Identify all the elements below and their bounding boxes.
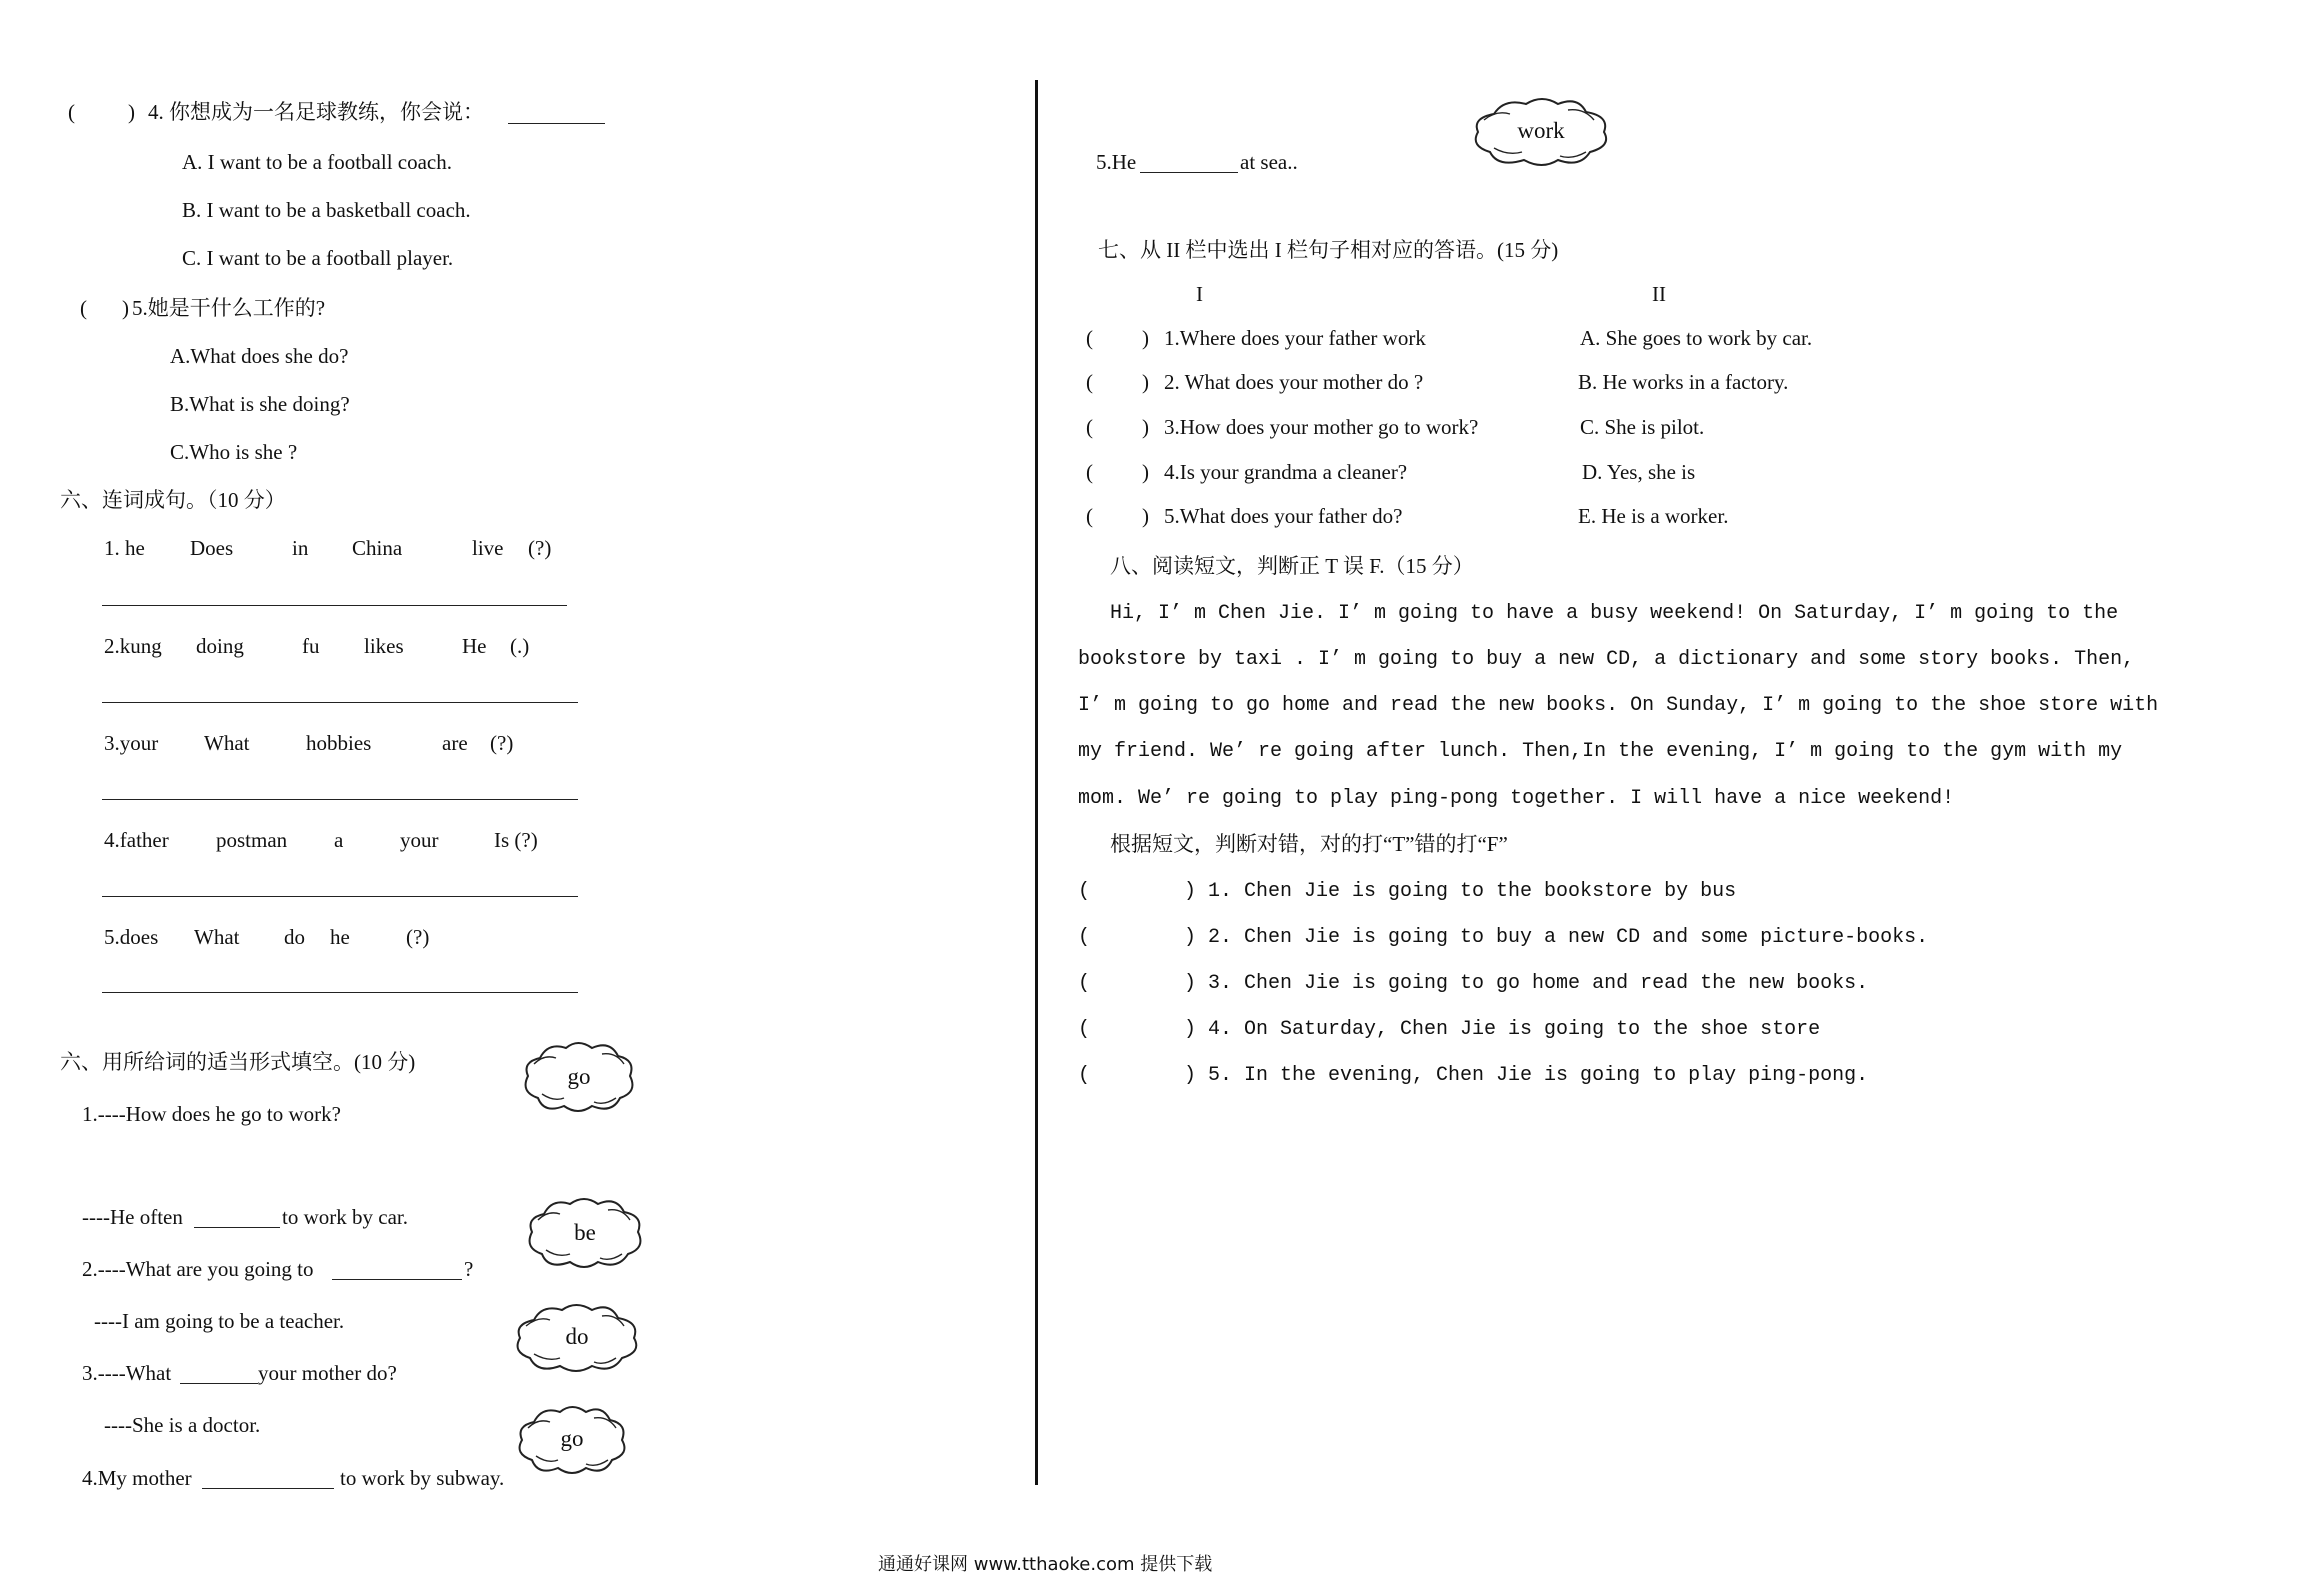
cloud-go-1 (520, 1036, 638, 1116)
answer-line (102, 702, 578, 703)
cloud-word: go (560, 1426, 584, 1451)
section7-col2-header: II (1652, 282, 1666, 306)
bracket-left: ( (1078, 1064, 1091, 1087)
bracket-right: ) (1184, 1018, 1197, 1041)
cloud-word: go (567, 1064, 591, 1089)
section7-col1-header: I (1196, 282, 1203, 306)
fill-line-6: ----She is a doctor. (104, 1413, 261, 1437)
q4-bracket-right: ) (128, 100, 135, 124)
fill-line-1: 1.----How does he go to work? (82, 1102, 341, 1126)
fill-line-7a: 4.My mother (82, 1466, 192, 1490)
work-line-a: 5.He (1096, 150, 1137, 174)
bracket-right: ) (1184, 926, 1197, 949)
tf-statement: 4. On Saturday, Chen Jie is going to the shoe store (1208, 1018, 1821, 1041)
match-question: 2. What does your mother do ? (1164, 370, 1424, 394)
q5-option-a: A.What does she do? (170, 344, 349, 368)
fill-line-3a: 2.----What are you going to (82, 1257, 314, 1281)
q5-option-b: B.What is she doing? (170, 392, 350, 416)
answer-line (102, 992, 578, 993)
section8-instruction: 根据短文，判断对错，对的打“T”错的打“F” (1110, 832, 1508, 856)
match-question: 5.What does your father do? (1164, 504, 1403, 528)
bracket-right: ) (1142, 370, 1149, 394)
column-divider (1035, 80, 1038, 1485)
bracket-right: ) (1142, 326, 1149, 350)
section6a-title: 六、连词成句。（10 分） (60, 488, 286, 512)
q5-option-c: C.Who is she ? (170, 440, 298, 464)
word: 1. he (104, 536, 145, 560)
bracket-left: ( (1078, 1018, 1091, 1041)
answer-line (102, 605, 567, 606)
section6b-title: 六、用所给词的适当形式填空。(10 分) (60, 1050, 416, 1074)
cloud-word: do (565, 1324, 589, 1349)
cloud-word: work (1517, 118, 1565, 143)
passage-line-3: I’ m going to go home and read the new books. On Sunday, I’ m going to the shoe store with (1078, 694, 2159, 717)
section8-title: 八、阅读短文，判断正 T 误 F.（15 分） (1110, 554, 1474, 578)
word: (?) (406, 925, 430, 949)
work-line-b: at sea.. (1240, 150, 1298, 174)
q4-bracket-left: ( (68, 100, 75, 124)
fill-blank-2 (332, 1279, 462, 1280)
cloud-work (1470, 92, 1612, 170)
passage-line-1: Hi, I’ m Chen Jie. I’ m going to have a busy weekend! On Saturday, I’ m going to the (1110, 602, 2119, 625)
footer-credit: 通通好课网 www.tthaoke.com 提供下载 (878, 1554, 1213, 1575)
match-answer: A. She goes to work by car. (1580, 326, 1813, 350)
fill-line-2a: ----He often (82, 1205, 183, 1229)
word: 2.kung (104, 634, 162, 658)
section7-title: 七、从 II 栏中选出 I 栏句子相对应的答语。(15 分) (1098, 238, 1559, 262)
bracket-left: ( (1086, 504, 1093, 528)
bracket-left: ( (1086, 326, 1093, 350)
answer-line (102, 896, 578, 897)
q5-stem: 5.她是干什么工作的? (132, 296, 326, 320)
word: 5.does (104, 925, 159, 949)
q4-stem: 4. 你想成为一名足球教练，你会说： (148, 100, 484, 124)
word: fu (302, 634, 320, 658)
fill-line-5b: your mother do? (258, 1361, 397, 1385)
tf-statement: 3. Chen Jie is going to go home and read the new books. (1208, 972, 1869, 995)
tf-statement: 2. Chen Jie is going to buy a new CD and some picture-books. (1208, 926, 1929, 949)
bracket-left: ( (1086, 460, 1093, 484)
word: Is (?) (494, 828, 538, 852)
q4-option-c: C. I want to be a football player. (182, 246, 454, 270)
fill-line-2b: to work by car. (282, 1205, 408, 1229)
cloud-go-2 (514, 1400, 630, 1478)
bracket-right: ) (1142, 415, 1149, 439)
word: (?) (528, 536, 552, 560)
word: a (334, 828, 344, 852)
word: What (194, 925, 240, 949)
word: in (292, 536, 309, 560)
word: He (462, 634, 487, 658)
word: (.) (510, 634, 530, 658)
bracket-right: ) (1142, 460, 1149, 484)
fill-blank-1 (194, 1227, 280, 1228)
word: your (400, 828, 439, 852)
match-answer: C. She is pilot. (1580, 415, 1705, 439)
match-question: 3.How does your mother go to work? (1164, 415, 1479, 439)
word: likes (364, 634, 404, 658)
bracket-right: ) (1184, 1064, 1197, 1087)
passage-line-5: mom. We’ re going to play ping-pong together. I will have a nice weekend! (1078, 787, 1955, 810)
match-answer: B. He works in a factory. (1578, 370, 1789, 394)
bracket-left: ( (1078, 926, 1091, 949)
tf-statement: 1. Chen Jie is going to the bookstore by bus (1208, 880, 1737, 903)
word: Does (190, 536, 234, 560)
fill-blank-3 (180, 1383, 258, 1384)
fill-line-4: ----I am going to be a teacher. (94, 1309, 345, 1333)
word: postman (216, 828, 288, 852)
work-blank (1140, 172, 1238, 173)
q5-bracket-right: ) (122, 296, 129, 320)
cloud-do (512, 1298, 642, 1376)
bracket-right: ) (1184, 880, 1197, 903)
q4-answer-blank (508, 123, 605, 124)
q4-option-b: B. I want to be a basketball coach. (182, 198, 471, 222)
bracket-left: ( (1086, 415, 1093, 439)
bracket-right: ) (1184, 972, 1197, 995)
q5-bracket-left: ( (80, 296, 87, 320)
tf-statement: 5. In the evening, Chen Jie is going to play ping-pong. (1208, 1064, 1869, 1087)
word: (?) (490, 731, 514, 755)
match-question: 4.Is your grandma a cleaner? (1164, 460, 1408, 484)
word: hobbies (306, 731, 372, 755)
match-question: 1.Where does your father work (1164, 326, 1426, 350)
word: do (284, 925, 305, 949)
word: China (352, 536, 403, 560)
match-answer: D. Yes, she is (1582, 460, 1696, 484)
fill-blank-4 (202, 1488, 334, 1489)
word: he (330, 925, 350, 949)
word: What (204, 731, 250, 755)
bracket-right: ) (1142, 504, 1149, 528)
bracket-left: ( (1078, 972, 1091, 995)
match-answer: E. He is a worker. (1578, 504, 1729, 528)
passage-line-2: bookstore by taxi . I’ m going to buy a new CD, a dictionary and some story books. Then, (1078, 648, 2135, 671)
word: doing (196, 634, 244, 658)
passage-line-4: my friend. We’ re going after lunch. Then,In the evening, I’ m going to the gym with my (1078, 740, 2123, 763)
word: 4.father (104, 828, 169, 852)
answer-line (102, 799, 578, 800)
bracket-left: ( (1086, 370, 1093, 394)
bracket-left: ( (1078, 880, 1091, 903)
fill-line-3b: ? (464, 1257, 474, 1281)
fill-line-7b: to work by subway. (340, 1466, 505, 1490)
fill-line-5a: 3.----What (82, 1361, 172, 1385)
word: live (472, 536, 504, 560)
q4-option-a: A. I want to be a football coach. (182, 150, 452, 174)
cloud-word: be (574, 1220, 596, 1245)
cloud-be (524, 1192, 646, 1272)
word: are (442, 731, 468, 755)
word: 3.your (104, 731, 159, 755)
